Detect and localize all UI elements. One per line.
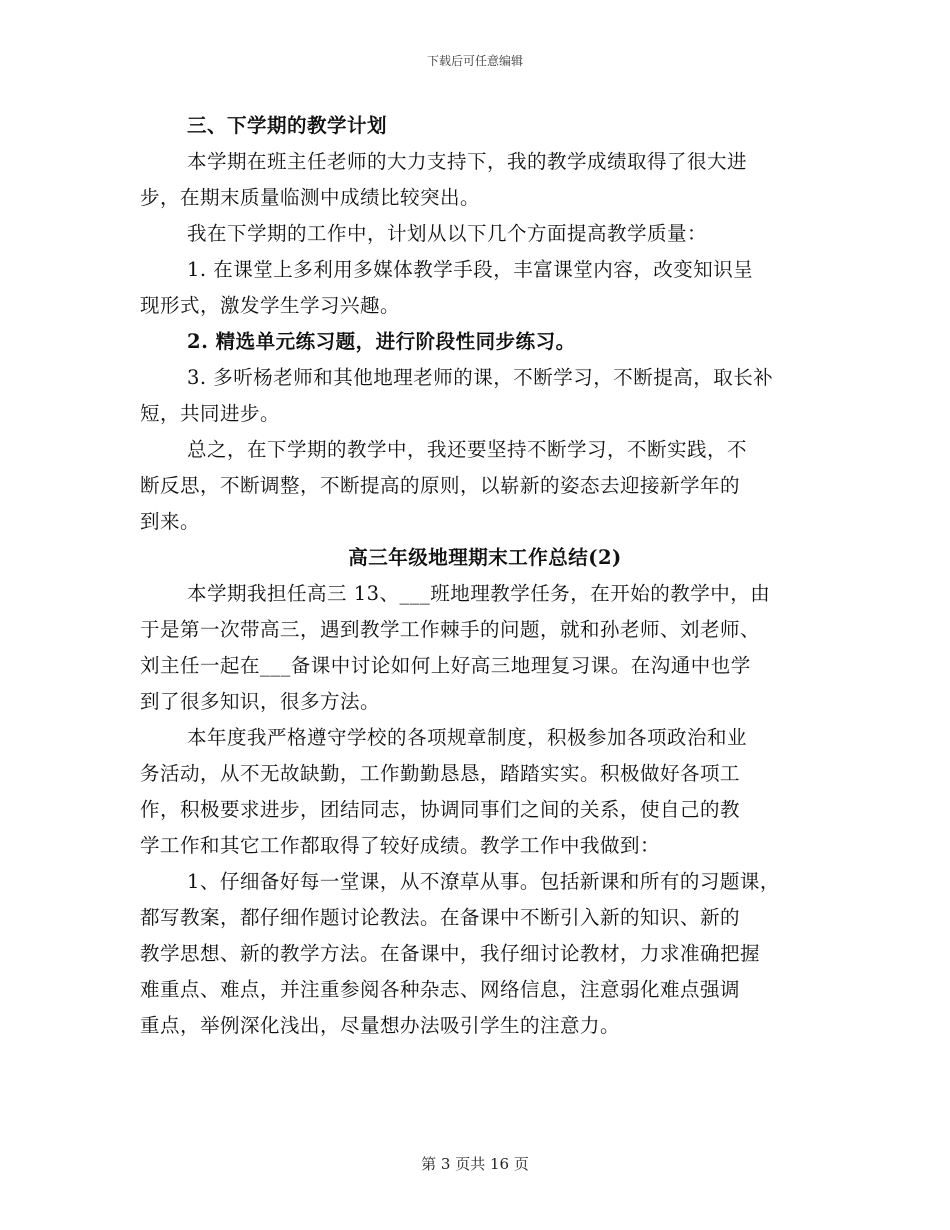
paragraph-line: 到来。 (140, 510, 201, 533)
paragraph-line: 现形式，激发学生学习兴趣。 (140, 294, 401, 317)
paragraph-line: 步，在期末质量临测中成绩比较突出。 (140, 186, 481, 209)
document-body (140, 108, 830, 1044)
paragraph-line: 重点，举例深化浅出，尽量想办法吸引学生的注意力。 (140, 1014, 621, 1037)
paragraph-line: 刘主任一起在___备课中讨论如何上好高三地理复习课。在沟通中也学 (140, 654, 751, 677)
paragraph-line: 教学思想、新的教学方法。在备课中，我仔细讨论教材，力求准确把握 (140, 942, 761, 965)
paragraph-line: 务活动，从不无故缺勤，工作勤勤恳恳，踏踏实实。积极做好各项工 (140, 762, 741, 785)
paragraph-line: 总之，在下学期的教学中，我还要坚持不断学习，不断实践，不 (187, 438, 748, 461)
bold-list-item: 2. 精选单元练习题，进行阶段性同步练习。 (187, 330, 576, 353)
document-title: 高三年级地理期末工作总结(2) (348, 546, 622, 569)
paragraph-line: 都写教案，都仔细作题讨论教法。在备课中不断引入新的知识、新的 (140, 906, 741, 929)
page-footer: 第 3 页共 16 页 (421, 1155, 529, 1173)
paragraph-line: 断反思，不断调整，不断提高的原则，以崭新的姿态去迎接新学年的 (140, 474, 741, 497)
paragraph-line: 1. 在课堂上多利用多媒体教学手段，丰富课堂内容，改变知识呈 (187, 258, 754, 281)
paragraph-line: 到了很多知识，很多方法。 (140, 690, 381, 713)
paragraph-line: 1、仔细备好每一堂课，从不潦草从事。包括新课和所有的习题课， (187, 870, 780, 893)
paragraph-line: 作，积极要求进步，团结同志，协调同事们之间的关系，使自己的教 (140, 798, 741, 821)
paragraph-line: 本学期我担任高三 13、___班地理教学任务，在开始的教学中，由 (187, 582, 771, 605)
paragraph-line: 于是第一次带高三，遇到教学工作棘手的问题，就和孙老师、刘老师、 (140, 618, 761, 641)
paragraph-line: 本学期在班主任老师的大力支持下，我的教学成绩取得了很大进 (187, 150, 748, 173)
paragraph-line: 短，共同进步。 (140, 402, 281, 425)
paragraph-line: 学工作和其它工作都取得了较好成绩。教学工作中我做到： (140, 834, 661, 857)
page-header: 下载后可任意编辑 (426, 54, 523, 68)
paragraph-line: 我在下学期的工作中，计划从以下几个方面提高教学质量： (187, 222, 708, 245)
paragraph-line: 本年度我严格遵守学校的各项规章制度，积极参加各项政治和业 (187, 726, 748, 749)
paragraph-line: 3. 多听杨老师和其他地理老师的课，不断学习，不断提高，取长补 (187, 366, 774, 389)
section-heading: 三、下学期的教学计划 (187, 114, 388, 137)
paragraph-line: 难重点、难点，并注重参阅各种杂志、网络信息，注意弱化难点强调 (140, 978, 741, 1001)
